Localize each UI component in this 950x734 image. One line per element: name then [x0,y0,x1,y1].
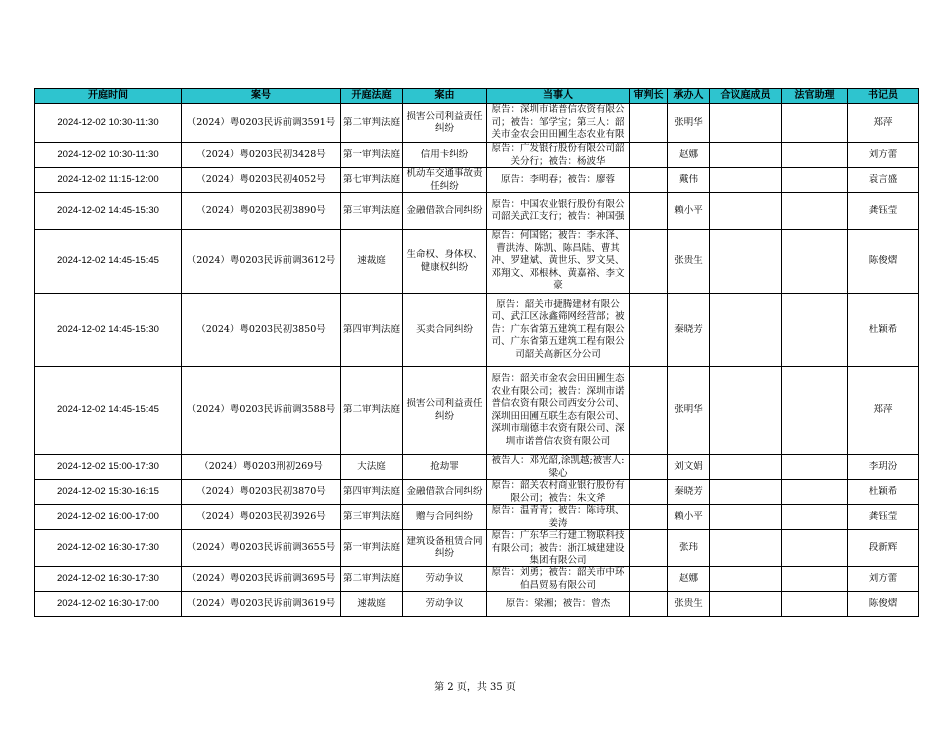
cell-judge-assistant [782,530,848,567]
cell-handling-judge [668,592,710,617]
cell-parties-text: 原告：何国铭；被告：李永泽、曹洪涛、陈凯、陈昌陆、曹其冲、罗建斌、黄世乐、罗文昊、邓翔文、邓根林、黄嘉裕、李文豪 [491,230,625,292]
cell-clerk-text: 郑萍 [873,404,893,416]
cell-panel-members [710,367,782,455]
cell-case-number [182,505,341,530]
cell-handling-judge [668,480,710,505]
cell-handling-judge [668,104,710,143]
cell-cause [403,104,487,143]
cell-presiding-judge [630,505,668,530]
cell-case-number [182,104,341,143]
cell-cause-text: 建筑设备租赁合同纠纷 [406,535,483,559]
cell-case-number [182,592,341,617]
cell-courtroom-text: 第二审判法庭 [343,404,400,416]
cell-parties-text: 原告：梁湘；被告：曾杰 [505,597,611,609]
cell-courtroom [341,294,403,367]
cell-courtroom-text: 速裁庭 [357,255,386,267]
header-panel-members: 合议庭成员 [710,89,782,104]
cell-handling-judge-text: 赵娜 [678,572,698,584]
cell-case-number [182,567,341,592]
cell-panel-members [710,530,782,567]
cell-clerk-text: 陈俊熠 [868,255,898,267]
table-row [35,567,919,592]
cell-parties-text: 原告：广发银行股份有限公司韶关分行；被告：杨波华 [491,143,625,167]
cell-case-number [182,530,341,567]
cell-clerk-text: 刘方蕾 [868,148,898,160]
cell-time [35,505,182,530]
cell-time [35,455,182,480]
cell-clerk [848,230,919,294]
cell-cause-text: 劳动争议 [425,597,464,609]
cell-time-text: 2024-12-02 15:00-17:30 [57,460,159,472]
page-footer: 第 2 页，共 35 页 [434,682,516,693]
cell-case-number [182,294,341,367]
cell-courtroom [341,168,403,193]
cell-handling-judge-text: 赖小平 [674,510,703,522]
cell-parties [487,104,630,143]
header-time: 开庭时间 [35,89,182,104]
table-row [35,480,919,505]
cell-time [35,367,182,455]
cell-parties [487,567,630,592]
cell-clerk [848,567,919,592]
cell-panel-members [710,230,782,294]
cell-case-number-text: （2024）粤0203民诉前调3588号 [186,404,336,416]
cell-cause [403,294,487,367]
cell-judge-assistant [782,168,848,193]
cell-clerk [848,505,919,530]
cell-clerk [848,592,919,617]
cell-cause-text: 金融借款合同纠纷 [406,204,483,216]
cell-time-text: 2024-12-02 16:00-17:00 [57,510,159,522]
cell-courtroom-text: 第四审判法庭 [343,323,400,335]
cell-cause-text: 信用卡纠纷 [420,148,469,160]
cell-parties-text: 原告：广东华三行建工物联科技有限公司；被告：浙江城建建设集团有限公司 [491,530,625,566]
cell-panel-members [710,168,782,193]
cell-time [35,592,182,617]
cell-case-number-text: （2024）粤0203民初3890号 [196,204,326,216]
cell-cause [403,193,487,230]
cell-cause-text: 生命权、身体权、健康权纠纷 [406,249,483,273]
cell-handling-judge [668,567,710,592]
cell-case-number [182,230,341,294]
cell-presiding-judge [630,530,668,567]
cell-cause-text: 损害公司利益责任纠纷 [406,398,483,422]
cell-handling-judge-text: 赵娜 [678,148,698,160]
cell-courtroom-text: 第三审判法庭 [343,204,400,216]
cell-judge-assistant [782,455,848,480]
cell-panel-members [710,193,782,230]
cell-cause-text: 赠与合同纠纷 [415,510,473,522]
cell-time [35,230,182,294]
cell-courtroom-text: 第一审判法庭 [343,148,400,160]
cell-panel-members [710,104,782,143]
cell-clerk-text: 段新辉 [868,541,898,553]
cell-handling-judge [668,294,710,367]
cell-handling-judge [668,193,710,230]
cell-clerk [848,367,919,455]
cell-courtroom [341,455,403,480]
cell-cause [403,592,487,617]
cell-time-text: 2024-12-02 16:30-17:30 [57,541,159,553]
cell-handling-judge-text: 张贵生 [674,597,703,609]
cell-courtroom-text: 速裁庭 [357,597,386,609]
cell-cause [403,505,487,530]
header-judge-assistant: 法官助理 [782,89,848,104]
cell-parties-text: 原告：李明春；被告：廖蓉 [500,173,615,185]
cell-parties [487,530,630,567]
cell-case-number-text: （2024）粤0203民初3428号 [196,148,326,160]
cell-clerk-text: 刘方蕾 [868,572,898,584]
cell-clerk [848,294,919,367]
table-header-row [35,89,919,104]
cell-judge-assistant [782,230,848,294]
table-row [35,530,919,567]
header-cause: 案由 [403,89,487,104]
header-presiding-judge: 审判长 [630,89,668,104]
cell-time [35,193,182,230]
cell-handling-judge-text: 戴伟 [678,173,698,185]
cell-parties-text: 原告：韶关市金农会田田圃生态农业有限公司；被告：深圳市诺普信农资有限公司西安分公司、深圳田田圃互联生态有限公司、深圳市瑞德丰农资有限公司、深圳市诺普信农资有限公司 [491,373,625,447]
table-row [35,168,919,193]
cell-parties-text: 被告人：邓光韶,涂凯越;被害人:梁心 [491,455,625,479]
cell-courtroom [341,230,403,294]
cell-presiding-judge [630,367,668,455]
cell-clerk-text: 袁言盛 [868,173,898,185]
table-row [35,505,919,530]
cell-case-number-text: （2024）粤0203民初3850号 [196,323,326,335]
cell-clerk [848,104,919,143]
cell-case-number-text: （2024）粤0203民诉前调3695号 [186,572,336,584]
cell-courtroom [341,143,403,168]
cell-parties [487,168,630,193]
cell-parties [487,480,630,505]
cell-time-text: 2024-12-02 14:45-15:45 [57,255,159,267]
cell-judge-assistant [782,505,848,530]
cell-case-number-text: （2024）粤0203刑初269号 [199,460,323,472]
cell-courtroom-text: 大法庭 [357,460,386,472]
cell-handling-judge-text: 赖小平 [674,204,703,216]
cell-parties-text: 原告：韶关农村商业银行股份有限公司；被告：朱文斧 [491,480,625,504]
hearing-schedule-table [34,88,919,617]
cell-handling-judge [668,168,710,193]
cell-parties [487,367,630,455]
cell-case-number-text: （2024）粤0203民诉前调3619号 [186,597,336,609]
cell-case-number-text: （2024）粤0203民初3926号 [196,510,326,522]
cell-courtroom-text: 第一审判法庭 [343,541,400,553]
cell-cause [403,367,487,455]
cell-panel-members [710,592,782,617]
cell-cause [403,530,487,567]
cell-courtroom [341,367,403,455]
cell-cause [403,143,487,168]
cell-parties-text: 原告：温青青；被告：陈诗琪、姜涛 [491,505,625,529]
cell-time [35,530,182,567]
table-row [35,294,919,367]
cell-parties [487,505,630,530]
table-row [35,143,919,168]
cell-cause [403,455,487,480]
cell-time-text: 2024-12-02 14:45-15:45 [57,404,159,416]
cell-judge-assistant [782,143,848,168]
cell-judge-assistant [782,592,848,617]
cell-handling-judge [668,505,710,530]
cell-case-number [182,193,341,230]
cell-case-number-text: （2024）粤0203民初4052号 [196,173,326,185]
cell-parties [487,193,630,230]
table-row [35,230,919,294]
header-parties: 当事人 [487,89,630,104]
cell-presiding-judge [630,480,668,505]
cell-presiding-judge [630,592,668,617]
cell-judge-assistant [782,367,848,455]
cell-cause [403,480,487,505]
cell-parties [487,230,630,294]
cell-judge-assistant [782,193,848,230]
cell-case-number-text: （2024）粤0203民初3870号 [196,485,326,497]
cell-time-text: 2024-12-02 16:30-17:00 [57,597,159,609]
cell-case-number-text: （2024）粤0203民诉前调3591号 [186,116,336,128]
cell-presiding-judge [630,143,668,168]
cell-cause-text: 损害公司利益责任纠纷 [406,110,483,134]
cell-panel-members [710,480,782,505]
cell-clerk-text: 龚钰莹 [868,204,898,216]
cell-parties [487,294,630,367]
table-row [35,193,919,230]
cell-case-number-text: （2024）粤0203民诉前调3655号 [186,541,336,553]
cell-parties-text: 原告：韶关市捷腾建材有限公司、武江区泳鑫筛网经营部；被告：广东省第五建筑工程有限公司、广东省第五建筑工程有限公司韶关高新区分公司 [491,298,625,360]
cell-parties [487,455,630,480]
cell-case-number-text: （2024）粤0203民诉前调3612号 [186,255,336,267]
cell-handling-judge-text: 刘文娟 [674,460,703,472]
cell-handling-judge-text: 张明华 [674,404,703,416]
cell-time-text: 2024-12-02 14:45-15:30 [57,204,159,216]
cell-clerk-text: 龚钰莹 [868,510,898,522]
cell-time-text: 2024-12-02 10:30-11:30 [57,116,159,128]
cell-panel-members [710,567,782,592]
cell-panel-members [710,143,782,168]
cell-handling-judge-text: 秦晓芳 [674,323,703,335]
cell-time [35,480,182,505]
cell-clerk [848,193,919,230]
cell-handling-judge [668,530,710,567]
cell-time [35,143,182,168]
cell-clerk [848,480,919,505]
cell-courtroom [341,505,403,530]
cell-time-text: 2024-12-02 10:30-11:30 [57,148,159,160]
cell-courtroom [341,104,403,143]
cell-presiding-judge [630,294,668,367]
cell-clerk [848,143,919,168]
table-row [35,455,919,480]
cell-clerk-text: 杜颖希 [868,323,898,335]
cell-courtroom [341,567,403,592]
cell-time [35,168,182,193]
cell-courtroom-text: 第七审判法庭 [343,173,400,185]
cell-parties [487,592,630,617]
cell-clerk [848,168,919,193]
cell-case-number [182,455,341,480]
cell-parties [487,143,630,168]
cell-clerk-text: 陈俊熠 [868,597,898,609]
cell-cause [403,230,487,294]
cell-courtroom [341,592,403,617]
cell-handling-judge-text: 张贵生 [674,255,703,267]
cell-time-text: 2024-12-02 16:30-17:30 [57,572,159,584]
header-case-number: 案号 [182,89,341,104]
cell-time-text: 2024-12-02 15:30-16:15 [57,485,159,497]
cell-case-number [182,168,341,193]
cell-cause-text: 劳动争议 [425,572,464,584]
cell-time [35,104,182,143]
cell-time [35,567,182,592]
cell-handling-judge [668,455,710,480]
cell-courtroom-text: 第二审判法庭 [343,572,400,584]
cell-cause-text: 买卖合同纠纷 [415,323,473,335]
table-row [35,367,919,455]
cell-cause-text: 金融借款合同纠纷 [406,485,483,497]
cell-judge-assistant [782,104,848,143]
cell-presiding-judge [630,567,668,592]
cell-panel-members [710,455,782,480]
cell-parties-text: 原告：中国农业银行股份有限公司韶关武江支行；被告：神国强 [491,198,625,222]
cell-parties-text: 原告：深圳市诺普信农资有限公司；被告：邹学宝；第三人：韶关市金农会田田圃生态农业有限 [491,104,625,140]
cell-cause-text: 机动车交通事故责任纠纷 [406,168,483,192]
cell-clerk [848,455,919,480]
cell-cause [403,168,487,193]
cell-clerk [848,530,919,567]
cell-clerk-text: 李玥汾 [868,460,898,472]
cell-presiding-judge [630,193,668,230]
cell-courtroom [341,480,403,505]
header-courtroom: 开庭法庭 [341,89,403,104]
cell-courtroom [341,530,403,567]
cell-clerk-text: 郑萍 [873,116,893,128]
cell-presiding-judge [630,104,668,143]
cell-handling-judge [668,143,710,168]
header-handling-judge: 承办人 [668,89,710,104]
header-clerk: 书记员 [848,89,919,104]
cell-handling-judge-text: 张明华 [674,116,703,128]
cell-clerk-text: 杜颖希 [868,485,898,497]
cell-time [35,294,182,367]
cell-handling-judge [668,230,710,294]
table-row [35,104,919,143]
cell-handling-judge [668,367,710,455]
cell-courtroom-text: 第二审判法庭 [343,116,400,128]
cell-judge-assistant [782,567,848,592]
cell-handling-judge-text: 张玮 [678,541,698,553]
cell-panel-members [710,505,782,530]
cell-judge-assistant [782,480,848,505]
cell-presiding-judge [630,230,668,294]
cell-cause [403,567,487,592]
table-row [35,592,919,617]
cell-cause-text: 抢劫罪 [430,460,459,472]
cell-presiding-judge [630,168,668,193]
cell-case-number [182,143,341,168]
cell-courtroom [341,193,403,230]
cell-parties-text: 原告：刘勇；被告：韶关市中环伯昌贸易有限公司 [491,567,625,591]
cell-handling-judge-text: 秦晓芳 [674,485,703,497]
cell-panel-members [710,294,782,367]
cell-case-number [182,367,341,455]
cell-case-number [182,480,341,505]
cell-courtroom-text: 第三审判法庭 [343,510,400,522]
cell-courtroom-text: 第四审判法庭 [343,485,400,497]
cell-time-text: 2024-12-02 14:45-15:30 [57,323,159,335]
cell-time-text: 2024-12-02 11:15-12:00 [57,173,159,185]
cell-presiding-judge [630,455,668,480]
cell-judge-assistant [782,294,848,367]
